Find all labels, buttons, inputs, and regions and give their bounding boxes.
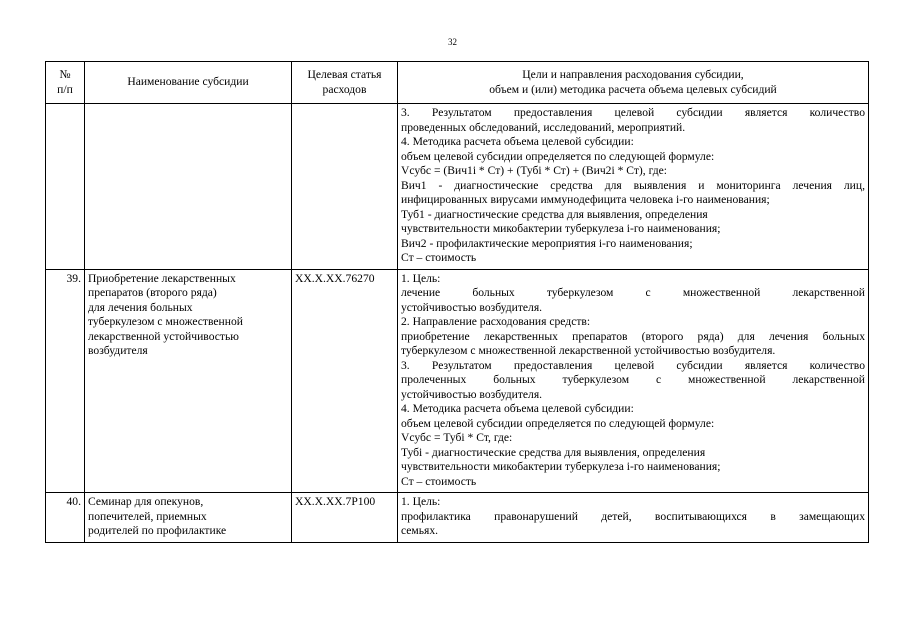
description-line: устойчивостью возбудителя. xyxy=(401,387,543,401)
subsidy-table xyxy=(45,61,869,543)
subsidy-name-line: Семинар для опекунов, xyxy=(88,495,204,508)
description-line: 1. Цель: xyxy=(401,271,441,285)
subsidy-description xyxy=(398,269,869,493)
subsidy-name xyxy=(85,493,292,543)
description-line: чувствительности микобактерии туберкулеза i-го наименования; xyxy=(401,222,721,235)
description-line: приобретение лекарственных препаратов (второго ряда) для лечения больных xyxy=(401,329,865,343)
budget-code xyxy=(292,104,398,270)
description-line: Туб1 - диагностические средства для выявления, определения xyxy=(401,207,708,221)
subsidy-name-line: лекарственной устойчивостью xyxy=(88,329,239,343)
header-desc-line2: объем и (или) методика расчета объема целевых субсидий xyxy=(489,82,777,96)
header-num-line2: п/п xyxy=(57,82,73,96)
subsidy-name-line: Приобретение лекарственных xyxy=(88,271,236,285)
description-line: 3. Результатом предоставления целевой субсидии является количество xyxy=(401,358,865,372)
subsidy-name-line: попечителей, приемных xyxy=(88,509,207,523)
description-line: чувствительности микобактерии туберкулеза i-го наименования; xyxy=(401,460,721,473)
subsidy-description xyxy=(398,493,869,543)
header-code xyxy=(292,62,398,104)
subsidy-name-line: возбудителя xyxy=(88,344,148,357)
subsidy-name xyxy=(85,104,292,270)
header-num-line1: № xyxy=(59,68,71,81)
subsidy-name-line: родителей по профилактике xyxy=(88,524,227,537)
table-body xyxy=(46,104,869,543)
header-num xyxy=(46,62,85,104)
header-code-line2: расходов xyxy=(322,82,367,96)
budget-code: XX.X.XX.7P100 xyxy=(292,493,398,543)
table-header-row xyxy=(46,62,869,104)
subsidy-name-line: туберкулезом с множественной xyxy=(88,315,243,328)
row-number: 40. xyxy=(46,493,85,543)
table-row xyxy=(46,269,869,493)
description-line: Вич1 - диагностические средства для выявления и мониторинга лечения лиц, xyxy=(401,178,865,192)
description-line: Vсубс = (Вич1i * Ст) + (Тубi * Ст) + (Вич2i * Ст), где: xyxy=(401,164,668,177)
budget-code: XX.X.XX.76270 xyxy=(292,269,398,493)
description-line: 2. Направление расходования средств: xyxy=(401,315,591,328)
row-number: 39. xyxy=(46,269,85,493)
description-line: проведенных обследований, исследований, мероприятий. xyxy=(401,120,686,134)
description-line: 1. Цель: xyxy=(401,495,441,508)
page-number: 32 xyxy=(448,37,457,47)
description-line: семьях. xyxy=(401,524,439,537)
description-line: туберкулезом с множественной лекарственной устойчивостью возбудителя. xyxy=(401,344,776,357)
description-line: Ст – стоимость xyxy=(401,251,477,264)
subsidy-name-line: препаратов (второго ряда) xyxy=(88,286,217,299)
description-line: 4. Методика расчета объема целевой субсидии: xyxy=(401,135,634,148)
description-line: объем целевой субсидии определяется по следующей формуле: xyxy=(401,149,715,163)
description-line: профилактика правонарушений детей, воспитывающихся в замещающих xyxy=(401,509,865,523)
description-line: инфицированных вирусами иммунодефицита человека i-го наименования; xyxy=(401,193,770,206)
description-line: Вич2 - профилактические мероприятия i-го наименования; xyxy=(401,236,693,250)
header-name: Наименование субсидии xyxy=(85,62,292,104)
description-line: лечение больных туберкулезом с множественной лекарственной xyxy=(401,286,865,299)
subsidy-description xyxy=(398,104,869,270)
description-line: Ст – стоимость xyxy=(401,474,477,488)
description-line: Тубi - диагностические средства для выявления, определения xyxy=(401,445,706,459)
description-line: Vсубс = Тубi * Ст, где: xyxy=(401,431,513,444)
description-line: пролеченных больных туберкулезом с множественной лекарственной xyxy=(401,373,865,386)
description-line: устойчивостью возбудителя. xyxy=(401,300,543,314)
row-number xyxy=(46,104,85,270)
table-row xyxy=(46,104,869,270)
description-line: 4. Методика расчета объема целевой субсидии: xyxy=(401,402,634,415)
subsidy-name-line: для лечения больных xyxy=(88,300,193,314)
header-code-line1: Целевая статья xyxy=(307,68,382,81)
subsidy-name xyxy=(85,269,292,493)
description-line: объем целевой субсидии определяется по следующей формуле: xyxy=(401,416,715,430)
header-desc-line1: Цели и направления расходования субсидии, xyxy=(522,68,744,81)
description-line: 3. Результатом предоставления целевой субсидии является количество xyxy=(401,106,865,119)
table-row xyxy=(46,493,869,543)
header-desc xyxy=(398,62,869,104)
